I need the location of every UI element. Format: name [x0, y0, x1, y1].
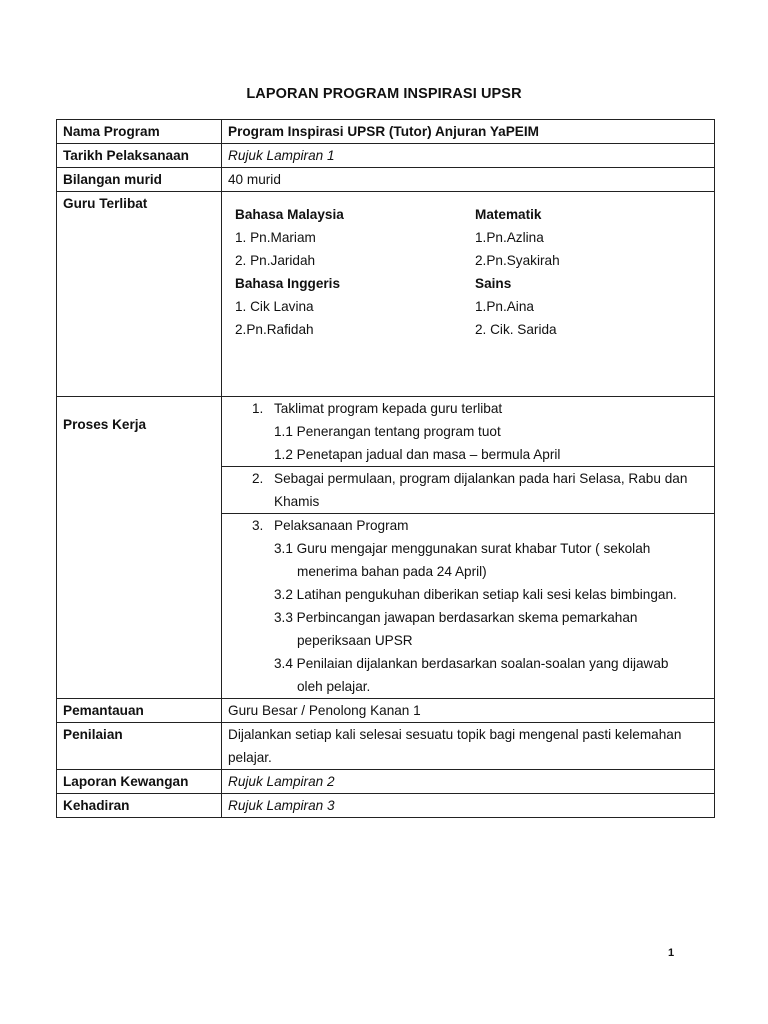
step-2-text-b: Khamis — [274, 494, 320, 509]
teacher-bi-2: 2.Pn.Rafidah — [235, 322, 314, 337]
report-title: LAPORAN PROGRAM INSPIRASI UPSR — [246, 86, 522, 102]
subject-sn: Sains — [475, 276, 512, 291]
teacher-bm-1: 1. Pn.Mariam — [235, 230, 316, 245]
value-bilangan: 40 murid — [222, 168, 715, 192]
row-pemantauan — [57, 699, 715, 723]
report-table — [56, 119, 715, 818]
subject-mt: Matematik — [475, 207, 542, 222]
teacher-bm-2: 2. Pn.Jaridah — [235, 253, 316, 268]
label-kehadiran: Kehadiran — [57, 794, 222, 818]
row-nama-program — [57, 120, 715, 144]
proses-step-3 — [222, 514, 715, 699]
step-3-3b: peperiksaan UPSR — [297, 633, 413, 648]
label-bilangan: Bilangan murid — [57, 168, 222, 192]
subject-bi: Bahasa Inggeris — [235, 276, 341, 291]
teacher-grid — [235, 203, 708, 396]
value-pemantauan: Guru Besar / Penolong Kanan 1 — [222, 699, 715, 723]
label-tarikh: Tarikh Pelaksanaan — [57, 144, 222, 168]
teacher-mt-2: 2.Pn.Syakirah — [475, 253, 560, 268]
page-number: 1 — [668, 947, 675, 959]
teacher-sn-1: 1.Pn.Aina — [475, 299, 534, 314]
label-pemantauan: Pemantauan — [57, 699, 222, 723]
row-kewangan — [57, 770, 715, 794]
value-penilaian: Dijalankan setiap kali selesai sesuatu topik bagi mengenal pasti kelemahan pelajar. — [222, 723, 715, 770]
label-proses-text: Proses Kerja — [63, 417, 147, 432]
step-1-text: Taklimat program kepada guru terlibat — [274, 401, 503, 416]
row-penilaian — [57, 723, 715, 770]
step-1-number: 1. — [252, 401, 264, 416]
row-proses-1 — [57, 397, 715, 467]
step-3-4b: oleh pelajar. — [297, 679, 371, 694]
step-3-1a: 3.1 Guru mengajar menggunakan surat khabar Tutor ( sekolah — [274, 541, 651, 556]
value-guru — [222, 192, 715, 397]
label-penilaian: Penilaian — [57, 723, 222, 770]
value-tarikh: Rujuk Lampiran 1 — [222, 144, 715, 168]
row-kehadiran — [57, 794, 715, 818]
label-nama-program: Nama Program — [57, 120, 222, 144]
value-nama-program: Program Inspirasi UPSR (Tutor) Anjuran YaPEIM — [222, 120, 715, 144]
subject-bm: Bahasa Malaysia — [235, 207, 344, 222]
step-2-number: 2. — [252, 471, 264, 486]
proses-step-2 — [222, 467, 715, 514]
step-3-4a: 3.4 Penilaian dijalankan berdasarkan soalan-soalan yang dijawab — [274, 656, 669, 671]
value-kewangan: Rujuk Lampiran 2 — [222, 770, 715, 794]
teacher-mt-1: 1.Pn.Azlina — [475, 230, 544, 245]
step-1-2: 1.2 Penetapan jadual dan masa – bermula April — [274, 447, 561, 462]
step-3-1b: menerima bahan pada 24 April) — [297, 564, 487, 579]
step-1-1: 1.1 Penerangan tentang program tuot — [274, 424, 501, 439]
step-3-3a: 3.3 Perbincangan jawapan berdasarkan skema pemarkahan — [274, 610, 638, 625]
row-guru — [57, 192, 715, 397]
label-proses — [57, 397, 222, 699]
proses-step-1 — [222, 397, 715, 467]
step-2-text-a: Sebagai permulaan, program dijalankan pada hari Selasa, Rabu dan — [274, 471, 688, 486]
teacher-sn-2: 2. Cik. Sarida — [475, 322, 557, 337]
teacher-bi-1: 1. Cik Lavina — [235, 299, 314, 314]
label-guru: Guru Terlibat — [57, 192, 222, 397]
row-tarikh — [57, 144, 715, 168]
label-kewangan: Laporan Kewangan — [57, 770, 222, 794]
step-3-text: Pelaksanaan Program — [274, 518, 409, 533]
step-3-2: 3.2 Latihan pengukuhan diberikan setiap kali sesi kelas bimbingan. — [274, 587, 677, 602]
value-kehadiran: Rujuk Lampiran 3 — [222, 794, 715, 818]
step-3-number: 3. — [252, 518, 264, 533]
row-bilangan — [57, 168, 715, 192]
